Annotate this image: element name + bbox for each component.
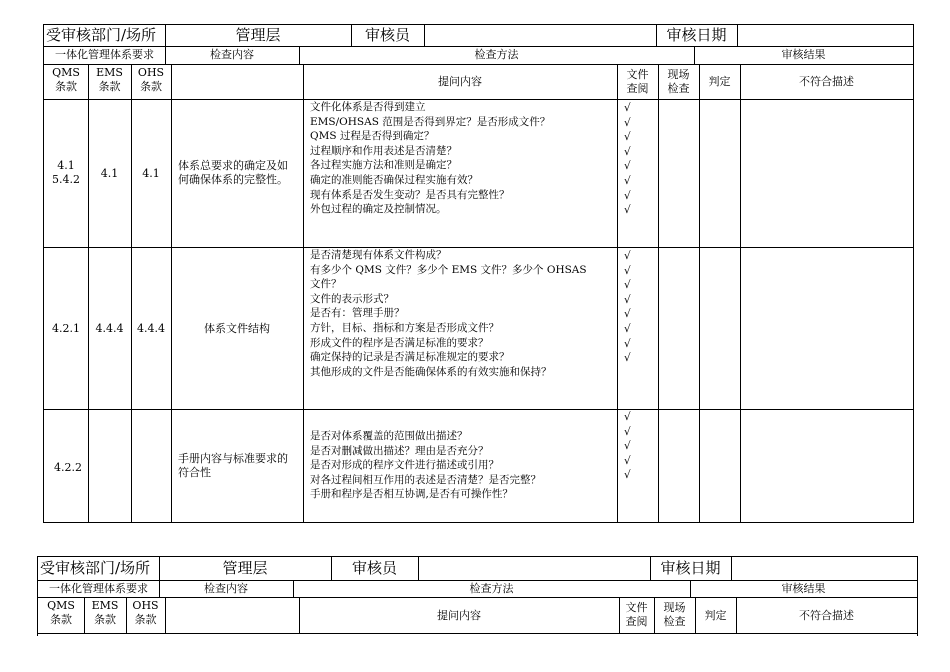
- nonconformity-header: 不符合描述: [799, 75, 854, 88]
- row2-ohs: 4.4.4: [137, 322, 165, 335]
- row2-ems: 4.4.4: [95, 322, 124, 335]
- nonconformity-header-2: 不符合描述: [799, 609, 854, 622]
- row3-questions: 是否对体系覆盖的范围做出描述？ 是否对删减做出描述？理由是否充分？ 是否对形成的程序文件进行描述或引用？ 对各过程间相互作用的表述是否清楚？是否完整？ 手册和程序是否相互协调,是否有可操作性？: [310, 430, 541, 501]
- method-header-2: 检查方法: [469, 582, 514, 595]
- row2-qms: 4.2.1: [52, 322, 80, 335]
- ohs-header: OHS 条款: [137, 66, 165, 93]
- requirement-header-2: 一体化管理体系要求: [49, 582, 148, 595]
- row3-doc-checks: √ √ √ √ √: [624, 411, 631, 482]
- row2-doc-checks: √ √ √ √ √ √ √ √: [624, 250, 631, 365]
- method-header: 检查方法: [474, 48, 519, 61]
- questions-header-2: 提问内容: [437, 609, 481, 622]
- site-check-header-2: 现场 检查: [663, 601, 686, 628]
- row3-qms: 4.2.2: [54, 461, 82, 474]
- qms-header: QMS 条款: [52, 66, 80, 93]
- doc-review-header: 文件 查阅: [626, 68, 649, 95]
- auditor-label: 审核员: [364, 26, 410, 44]
- result-header-2: 审核结果: [781, 582, 826, 595]
- site-check-header: 现场 检查: [667, 68, 690, 95]
- questions-header: 提问内容: [438, 75, 482, 88]
- dept-label-2: 受审核部门/场所: [40, 559, 151, 577]
- row2-questions: 是否清楚现有体系文件构成？ 有多少个 QMS 文件？多少个 EMS 文件？多少个 OHSAS 文件？ 文件的表示形式？ 是否有：管理手册？ 方针，目标、指标和方案是否形成文件？ 形成文件的程序是否满足标准的要求？ 确定保持的记录是否满足标准规定的要求？ 其他形成的文件是否能确保体系的有效实施和保持？: [310, 249, 587, 378]
- judgement-header: 判定: [708, 75, 731, 88]
- audit-table-1: [43, 24, 914, 523]
- dept-label: 受审核部门/场所: [46, 26, 157, 44]
- dept-value-2: 管理层: [222, 559, 268, 577]
- row1-qms: 4.1 5.4.2: [52, 159, 80, 186]
- requirement-header: 一体化管理体系要求: [55, 48, 154, 61]
- qms-header-2: QMS 条款: [47, 599, 75, 626]
- ohs-header-2: OHS 条款: [132, 599, 159, 626]
- row1-doc-checks: √ √ √ √ √ √ √ √: [624, 102, 631, 217]
- date-label-2: 审核日期: [660, 559, 721, 577]
- row1-ohs: 4.1: [142, 167, 160, 180]
- audit-table-2: [37, 556, 918, 636]
- doc-review-header-2: 文件 查阅: [625, 601, 648, 628]
- row3-content: 手册内容与标准要求的 符合性: [178, 452, 288, 479]
- date-label: 审核日期: [666, 26, 727, 44]
- row2-content: 体系文件结构: [204, 322, 270, 335]
- result-header: 审核结果: [781, 48, 826, 61]
- row1-questions: 文件化体系是否得到建立 EMS/OHSAS 范围是否得到界定？是否形成文件？ QMS 过程是否得到确定？ 过程顺序和作用表述是否清楚？ 各过程实施方法和准则是确定？ 确定的准则能否确保过程实施有效？ 现有体系是否发生变动？是否具有完整性？ 外包过程的确定及控制情况。: [310, 101, 551, 216]
- row1-ems: 4.1: [100, 167, 119, 180]
- dept-value: 管理层: [235, 26, 281, 44]
- ems-header-2: EMS 条款: [91, 599, 119, 626]
- judgement-header-2: 判定: [704, 609, 727, 622]
- row1-content: 体系总要求的确定及如 何确保体系的完整性。: [178, 159, 288, 186]
- auditor-label-2: 审核员: [351, 559, 397, 577]
- ems-header: EMS 条款: [96, 66, 123, 93]
- content-header: 检查内容: [210, 48, 254, 61]
- content-header-2: 检查内容: [204, 582, 248, 595]
